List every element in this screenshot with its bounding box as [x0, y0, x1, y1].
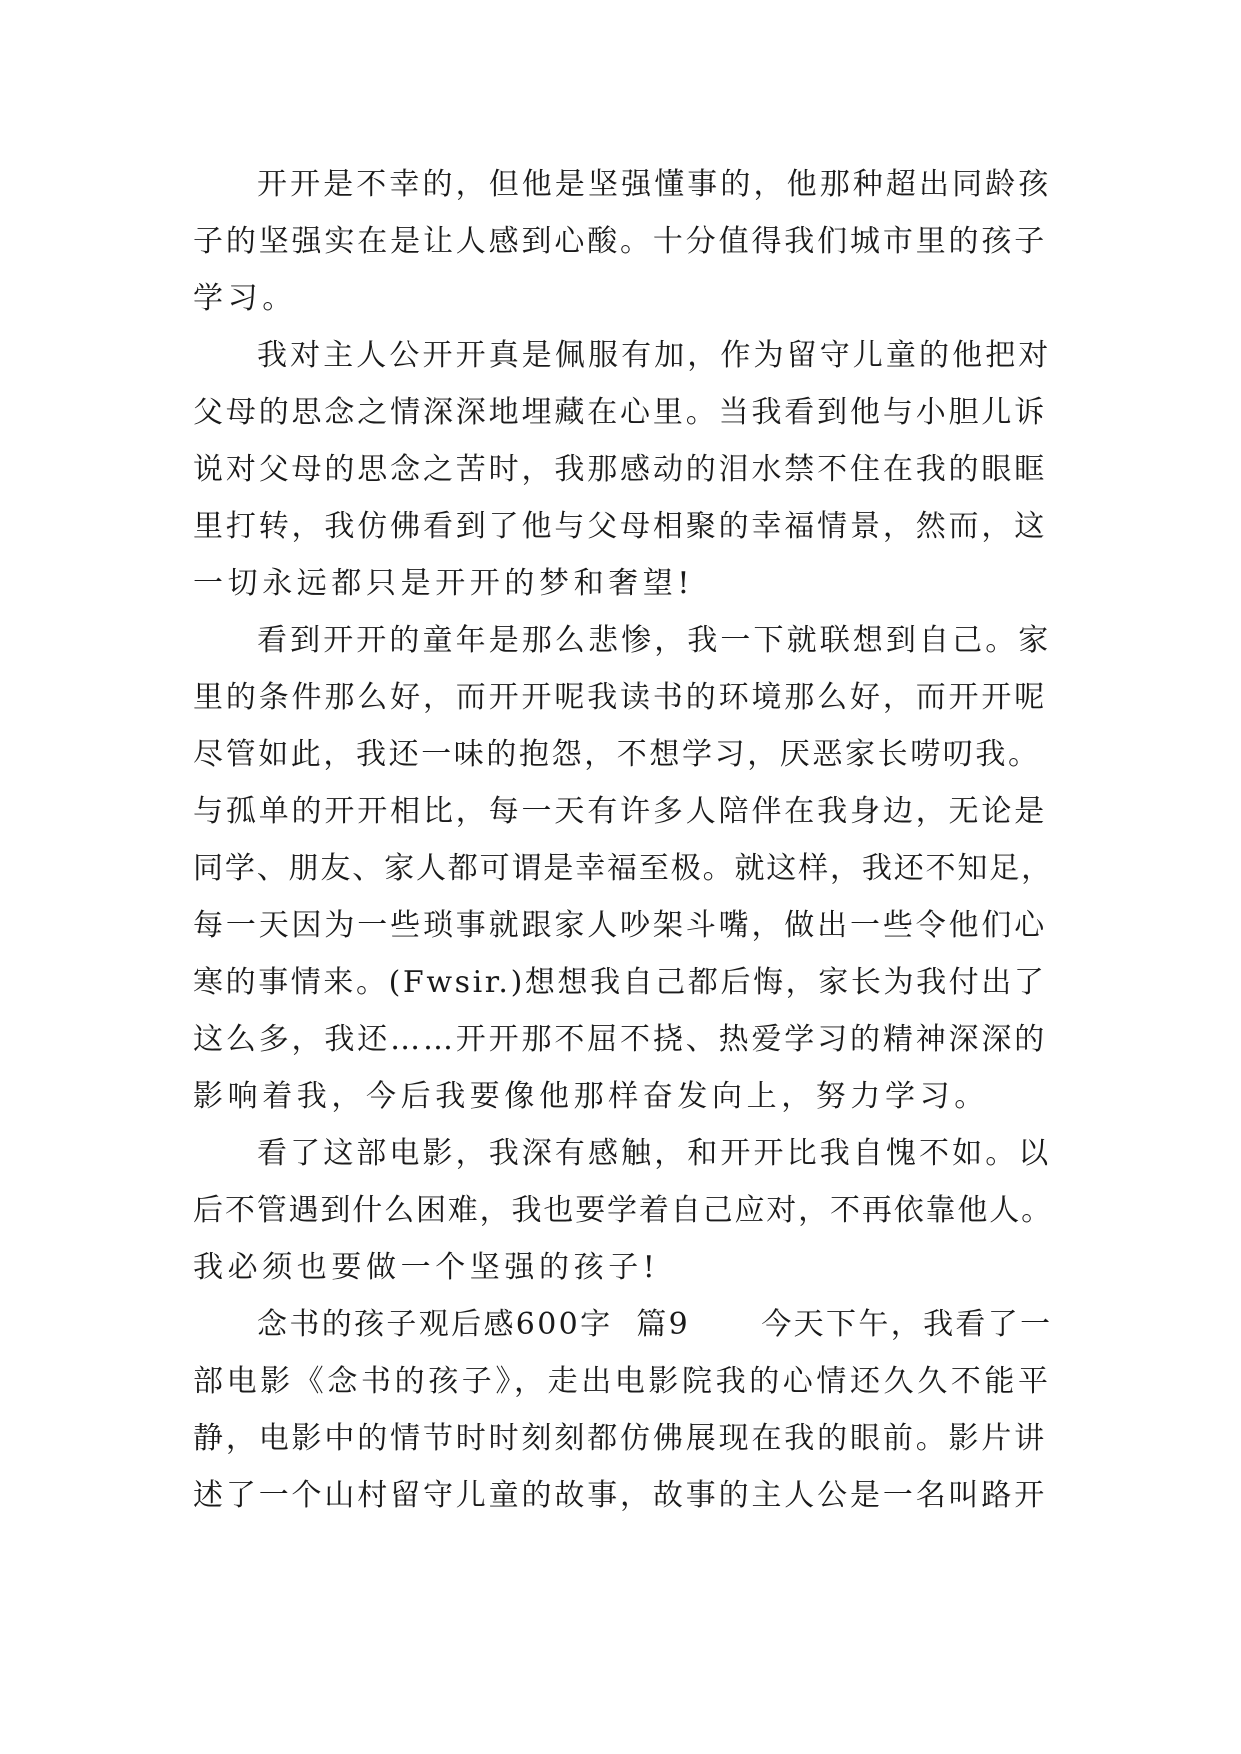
- text-line: 里的条件那么好，而开开呢我读书的环境那么好，而开开呢: [193, 680, 1048, 715]
- text-line: 与孤单的开开相比，每一天有许多人陪伴在我身边，无论是: [193, 794, 1048, 829]
- text-line: 子的坚强实在是让人感到心酸。十分值得我们城市里的孩子: [193, 224, 1048, 259]
- text-line: 念书的孩子观后感600字 篇9 今天下午，我看了一: [257, 1307, 1053, 1342]
- text-line: 说对父母的思念之苦时，我那感动的泪水禁不住在我的眼眶: [193, 452, 1048, 487]
- text-line: 开开是不幸的，但他是坚强懂事的，他那种超出同龄孩: [257, 167, 1052, 202]
- text-line: 看了这部电影，我深有感触，和开开比我自愧不如。以: [257, 1136, 1052, 1171]
- text-line: 尽管如此，我还一味的抱怨，不想学习，厌恶家长唠叨我。: [193, 737, 1041, 772]
- text-line: 寒的事情来。(Fwsir.)想想我自己都后悔，家长为我付出了: [193, 965, 1047, 1000]
- text-line: 静，电影中的情节时时刻刻都仿佛展现在我的眼前。影片讲: [193, 1421, 1048, 1456]
- text-line: 影响着我，今后我要像他那样奋发向上，努力学习。: [193, 1079, 989, 1114]
- text-line: 学习。: [193, 281, 297, 316]
- text-line: 一切永远都只是开开的梦和奢望!: [193, 566, 695, 601]
- text-line: 这么多，我还……开开那不屈不挠、热爱学习的精神深深的: [193, 1022, 1048, 1057]
- text-line: 父母的思念之情深深地埋藏在心里。当我看到他与小胆儿诉: [193, 395, 1048, 430]
- text-line: 看到开开的童年是那么悲惨，我一下就联想到自己。家: [257, 623, 1052, 658]
- text-line: 同学、朋友、家人都可谓是幸福至极。就这样，我还不知足，: [193, 851, 1053, 886]
- text-line: 我对主人公开开真是佩服有加，作为留守儿童的他把对: [257, 338, 1052, 373]
- text-line: 每一天因为一些琐事就跟家人吵架斗嘴，做出一些令他们心: [193, 908, 1048, 943]
- text-line: 我必须也要做一个坚强的孩子!: [193, 1250, 660, 1285]
- text-line: 述了一个山村留守儿童的故事，故事的主人公是一名叫路开: [193, 1478, 1048, 1513]
- text-line: 里打转，我仿佛看到了他与父母相聚的幸福情景，然而，这: [193, 509, 1048, 544]
- text-line: 后不管遇到什么困难，我也要学着自己应对，不再依靠他人。: [193, 1193, 1053, 1228]
- document-body: [193, 156, 1053, 1524]
- text-line: 部电影《念书的孩子》，走出电影院我的心情还久久不能平: [193, 1364, 1052, 1399]
